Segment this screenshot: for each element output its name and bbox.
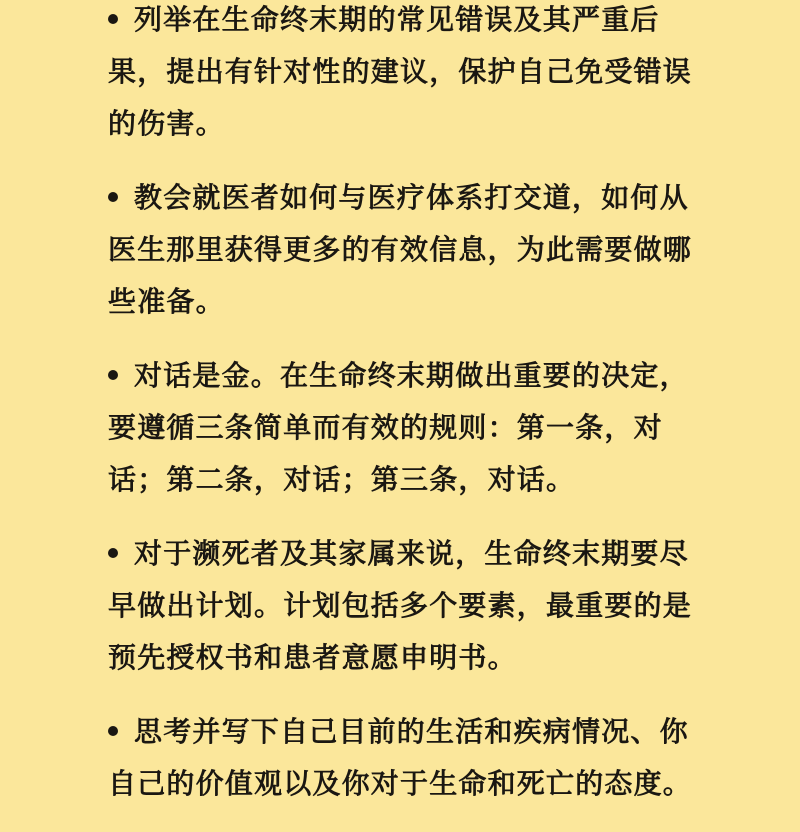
list-item-text: 对于濒死者及其家属来说，生命终末期要尽早做出计划。计划包括多个要素，最重要的是预先授权书和患者意愿申明书。 <box>108 537 693 674</box>
bullet-dot-icon <box>108 548 118 558</box>
list-item-text: 对话是金。在生命终末期做出重要的决定，要遵循三条简单而有效的规则：第一条，对话；第二条，对话；第三条，对话。 <box>108 359 689 496</box>
list-item <box>0 350 800 506</box>
list-item <box>0 528 800 684</box>
bullet-dot-icon <box>108 192 118 202</box>
list-item-text: 列举在生命终末期的常见错误及其严重后果，提出有针对性的建议，保护自己免受错误的伤害。 <box>108 3 693 140</box>
list-item <box>0 0 800 150</box>
list-item-text: 思考并写下自己目前的生活和疾病情况、你自己的价值观以及你对于生命和死亡的态度。 <box>108 715 693 800</box>
bullet-dot-icon <box>108 14 118 24</box>
list-item <box>0 706 800 810</box>
list-item-text: 教会就医者如何与医疗体系打交道，如何从医生那里获得更多的有效信息，为此需要做哪些准备。 <box>108 181 693 318</box>
list-item <box>0 172 800 328</box>
bullet-dot-icon <box>108 726 118 736</box>
bullet-dot-icon <box>108 370 118 380</box>
